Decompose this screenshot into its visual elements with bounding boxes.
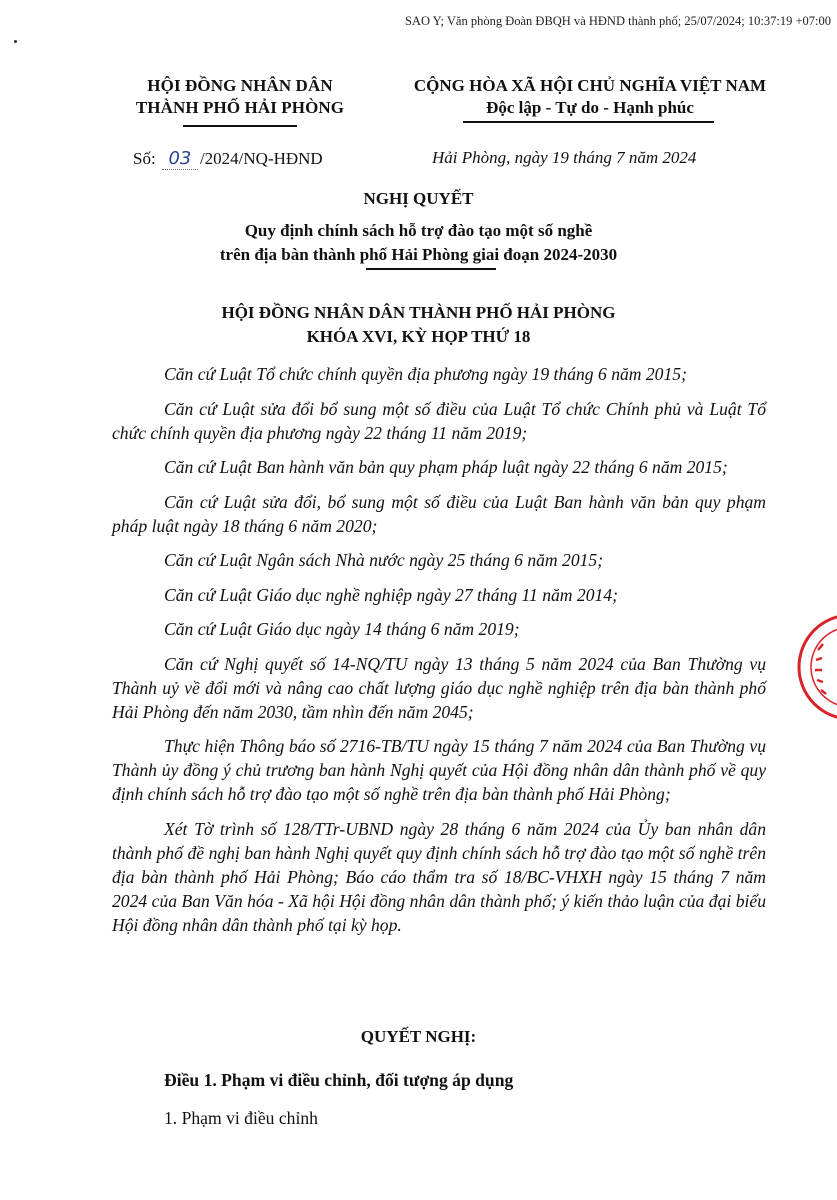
preamble-item: Xét Tờ trình số 128/TTr-UBND ngày 28 tháng 6 năm 2024 của Ủy ban nhân dân thành phố đề nghị ban hành Nghị quyết quy định chính sách hỗ trợ đào tạo một số nghề trên địa bàn thành phố Hải Phòng; Báo cáo thẩm tra số 18/BC-VHXH ngày 15 tháng 7 năm 2024 của Ban Văn hóa - Xã hội Hội đồng nhân dân thành phố; ý kiến thảo luận của đại biểu Hội đồng nhân dân thành phố tại kỳ họp. (112, 818, 766, 935)
issuer-line-1: HỘI ĐỒNG NHÂN DÂN (147, 76, 333, 95)
article-1-clause-1: 1. Phạm vi điều chỉnh (164, 1108, 318, 1128)
document-type: NGHỊ QUYẾT (363, 189, 474, 208)
issuer-block (105, 75, 375, 119)
national-header (385, 75, 795, 119)
subject-line-1: Quy định chính sách hỗ trợ đào tạo một số nghề (244, 221, 593, 240)
red-seal-stamp (796, 612, 837, 722)
seal-inner-ring (811, 627, 837, 707)
preamble-item: Căn cứ Luật Ngân sách Nhà nước ngày 25 tháng 6 năm 2015; (164, 550, 604, 570)
issuer-line-2: THÀNH PHỐ HẢI PHÒNG (135, 98, 345, 117)
seal-outer-ring (799, 615, 837, 719)
place-date: Hải Phòng, ngày 19 tháng 7 năm 2024 (432, 148, 697, 167)
scan-dot-mark (14, 40, 17, 43)
national-name: CỘNG HÒA XÃ HỘI CHỦ NGHĨA VIỆT NAM (413, 76, 767, 95)
preamble-item: Thực hiện Thông báo số 2716-TB/TU ngày 15 tháng 7 năm 2024 của Ban Thường vụ Thành ủy đồng ý chủ trương ban hành Nghị quyết của Hội đồng nhân dân thành phố về quy định chính sách hỗ trợ đào tạo một số nghề trên địa bàn thành phố Hải Phòng; (112, 736, 766, 804)
doc-number-prefix: Số: (133, 149, 156, 168)
subject-line-2: trên địa bàn thành phố Hải Phòng giai đoạn 2024-2030 (219, 245, 618, 264)
preamble (112, 362, 766, 947)
digital-copy-stamp: SAO Y; Văn phòng Đoàn ĐBQH và HĐND thành phố; 25/07/2024; 10:37:19 +07:00 (404, 14, 831, 28)
article-1-title: Điều 1. Phạm vi điều chỉnh, đối tượng áp dụng (164, 1070, 514, 1090)
issuer-underline (183, 125, 297, 127)
motto-underline (463, 121, 714, 123)
subject-underline (366, 268, 496, 270)
document-number (133, 148, 323, 170)
preamble-item: Căn cứ Luật Giáo dục nghề nghiệp ngày 27 tháng 11 năm 2014; (164, 584, 618, 605)
preamble-item: Căn cứ Luật Giáo dục ngày 14 tháng 6 năm 2019; (164, 619, 520, 639)
council-name: HỘI ĐỒNG NHÂN DÂN THÀNH PHỐ HẢI PHÒNG (221, 303, 616, 322)
doc-number-suffix: /2024/NQ-HĐND (199, 149, 323, 168)
preamble-item: Căn cứ Luật Ban hành văn bản quy phạm pháp luật ngày 22 tháng 6 năm 2015; (164, 457, 728, 477)
preamble-item: Căn cứ Luật Tổ chức chính quyền địa phương ngày 19 tháng 6 năm 2015; (164, 364, 687, 384)
doc-number-handwritten: 03 (162, 148, 198, 170)
council-session: KHÓA XVI, KỲ HỌP THỨ 18 (306, 327, 531, 346)
preamble-item: Căn cứ Luật sửa đổi bổ sung một số điều của Luật Tổ chức Chính phủ và Luật Tổ chức chính quyền địa phương ngày 22 tháng 11 năm 2019; (112, 398, 766, 443)
decision-heading: QUYẾT NGHỊ: (360, 1027, 477, 1046)
national-motto: Độc lập - Tự do - Hạnh phúc (486, 98, 694, 117)
preamble-item: Căn cứ Luật sửa đổi, bổ sung một số điều của Luật Ban hành văn bản quy phạm pháp luật ngày 18 tháng 6 năm 2020; (112, 491, 766, 536)
preamble-item: Căn cứ Nghị quyết số 14-NQ/TU ngày 13 tháng 5 năm 2024 của Ban Thường vụ Thành uỷ về đổi mới và nâng cao chất lượng giáo dục nghề nghiệp trên địa bàn thành phố Hải Phòng đến năm 2030, tầm nhìn đến năm 2045; (112, 653, 766, 722)
